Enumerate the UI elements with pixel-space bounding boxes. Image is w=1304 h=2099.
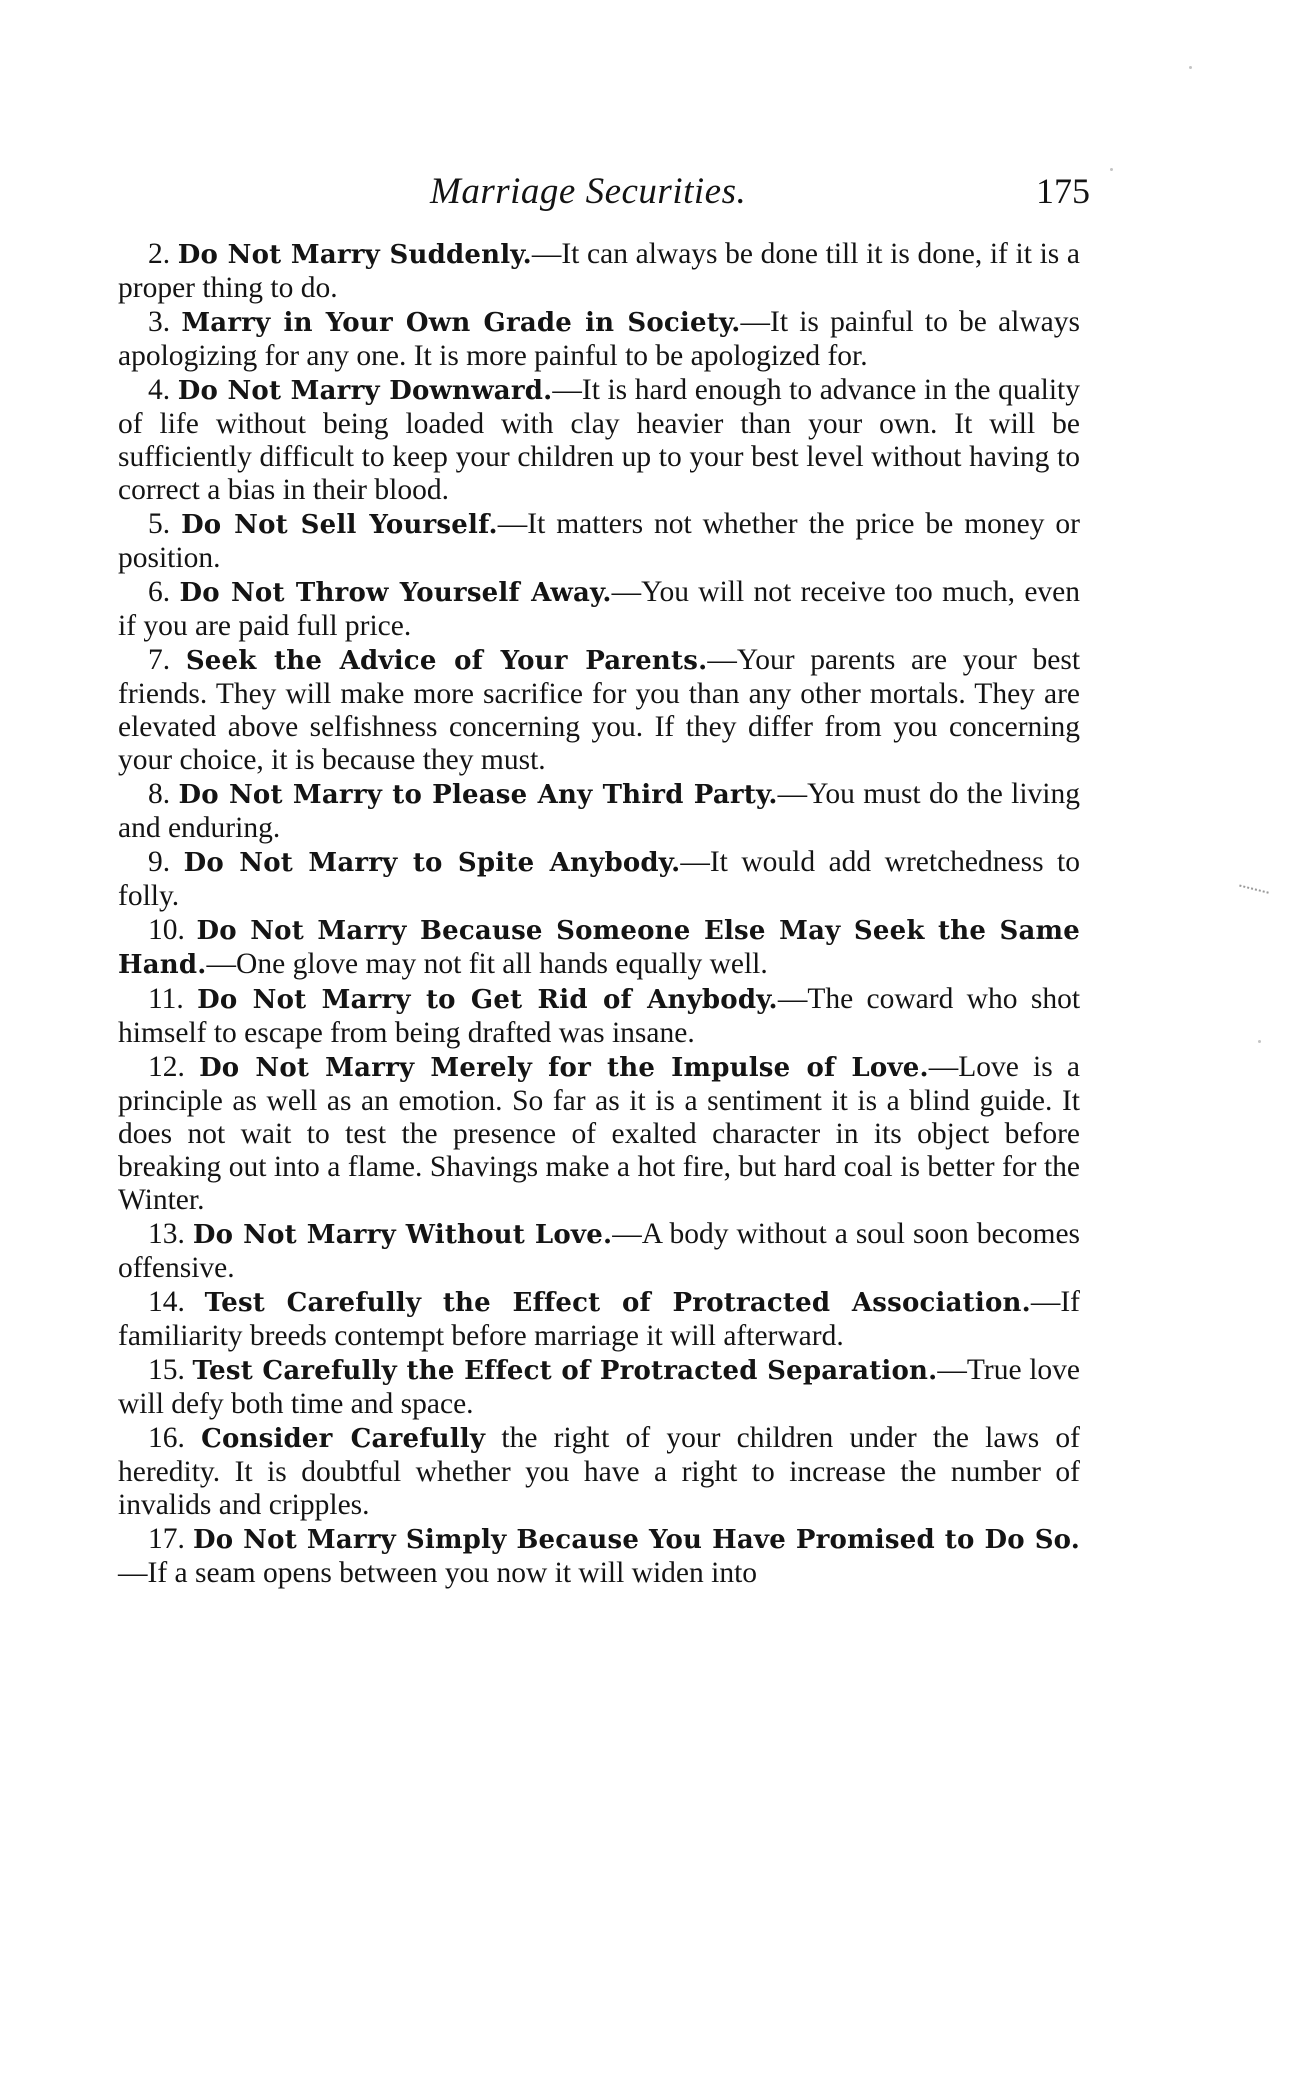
- item-heading: Test Carefully the Effect of Protracted Separation.: [192, 1356, 938, 1386]
- item-number: 12.: [148, 1051, 185, 1083]
- item-number: 6.: [148, 576, 171, 608]
- item-number: 11.: [148, 983, 184, 1015]
- item-heading: Consider Carefully: [201, 1424, 486, 1454]
- body-text: [118, 238, 1080, 1591]
- item-text: —If familiarity breeds contempt before marriage it will afterward.: [118, 1286, 1081, 1352]
- item-text: —You must do the living and enduring.: [118, 778, 1081, 844]
- item-number: 5.: [148, 508, 171, 540]
- list-item: [118, 374, 1080, 507]
- list-item: [118, 238, 1080, 305]
- item-text: —Love is a principle as well as an emotion. So far as it is a sentiment it is a blind guide. It does not wait to test the presence of exalted character in its object before breaking out into a flame. Shavings make a hot fire, but hard coal is better for the Winter.: [118, 1051, 1080, 1216]
- page-number: 175: [1036, 171, 1090, 211]
- list-item: [118, 576, 1080, 643]
- item-heading: Test Carefully the Effect of Protracted Association.: [204, 1288, 1031, 1318]
- item-text: the right of your children under the laws of heredity. It is doubtful whether you have a right to increase the number of invalids and cripples.: [118, 1422, 1080, 1521]
- list-item: [118, 778, 1080, 845]
- list-item: [118, 1354, 1080, 1421]
- running-title: Marriage Securities.: [430, 171, 747, 212]
- item-heading: Do Not Marry to Please Any Third Party.: [178, 780, 778, 810]
- print-smudge: [1237, 885, 1269, 902]
- item-text: —It would add wretchedness to folly.: [118, 846, 1080, 912]
- list-item: [118, 644, 1080, 777]
- paper-speck: [1110, 168, 1113, 171]
- item-number: 7.: [148, 644, 171, 676]
- item-text: —It is painful to be always apologizing for any one. It is more painful to be apologized for.: [118, 306, 1080, 372]
- list-item: [118, 914, 1080, 982]
- item-heading: Do Not Marry Without Love.: [192, 1220, 613, 1250]
- item-text: —You will not receive too much, even if you are paid full price.: [118, 576, 1081, 642]
- list-item: [118, 1523, 1080, 1590]
- item-number: 16.: [148, 1422, 185, 1454]
- paper-speck: [1258, 1040, 1261, 1043]
- item-heading: Marry in Your Own Grade in Society.: [181, 308, 741, 338]
- item-number: 9.: [148, 846, 171, 878]
- item-heading: Do Not Marry Because Someone Else May Seek the Same Hand.: [118, 916, 1081, 980]
- item-heading: Do Not Marry Suddenly.: [177, 240, 532, 270]
- item-number: 17.: [148, 1523, 185, 1555]
- list-item: [118, 508, 1080, 575]
- item-text: —A body without a soul soon becomes offensive.: [118, 1218, 1081, 1284]
- item-heading: Seek the Advice of Your Parents.: [185, 646, 708, 676]
- item-text: —It matters not whether the price be money or position.: [118, 508, 1080, 574]
- item-number: 3.: [148, 306, 171, 338]
- item-number: 14.: [148, 1286, 185, 1318]
- item-number: 8.: [148, 778, 171, 810]
- item-text: —It is hard enough to advance in the quality of life without being loaded with clay heavier than your own. It will be sufficiently difficult to keep your children up to your best level without having to correct a bias in their blood.: [118, 374, 1080, 506]
- running-header: [120, 170, 1090, 220]
- item-heading: Do Not Sell Yourself.: [181, 510, 498, 540]
- item-text: —True love will defy both time and space.: [118, 1354, 1080, 1420]
- item-number: 4.: [148, 374, 171, 406]
- item-number: 15.: [148, 1354, 185, 1386]
- item-heading: Do Not Throw Yourself Away.: [179, 578, 612, 608]
- item-text: —One glove may not fit all hands equally well.: [206, 948, 768, 980]
- list-item: [118, 306, 1080, 373]
- item-text: —It can always be done till it is done, if it is a proper thing to do.: [118, 238, 1080, 304]
- item-heading: Do Not Marry to Get Rid of Anybody.: [197, 985, 778, 1015]
- item-heading: Do Not Marry Downward.: [177, 376, 553, 406]
- list-item: [118, 1218, 1080, 1285]
- list-item: [118, 1422, 1080, 1522]
- item-heading: Do Not Marry Simply Because You Have Promised to Do So.: [192, 1525, 1081, 1555]
- paper-speck: [1189, 66, 1192, 69]
- list-item: [118, 1051, 1080, 1217]
- item-text: —The coward who shot himself to escape from being drafted was insane.: [118, 983, 1081, 1049]
- item-heading: Do Not Marry Merely for the Impulse of Love.: [199, 1053, 929, 1083]
- item-text: —If a seam opens between you now it will widen into: [118, 1557, 758, 1589]
- item-text: —Your parents are your best friends. They will make more sacrifice for you than any other mortals. They are elevated above selfishness concerning you. If they differ from you concerning your choice, it is because they must.: [118, 644, 1081, 776]
- list-item: [118, 846, 1080, 913]
- list-item: [118, 983, 1080, 1050]
- list-item: [118, 1286, 1080, 1353]
- item-number: 10.: [148, 914, 185, 946]
- item-heading: Do Not Marry to Spite Anybody.: [183, 848, 681, 878]
- item-number: 13.: [148, 1218, 185, 1250]
- item-number: 2.: [148, 238, 171, 270]
